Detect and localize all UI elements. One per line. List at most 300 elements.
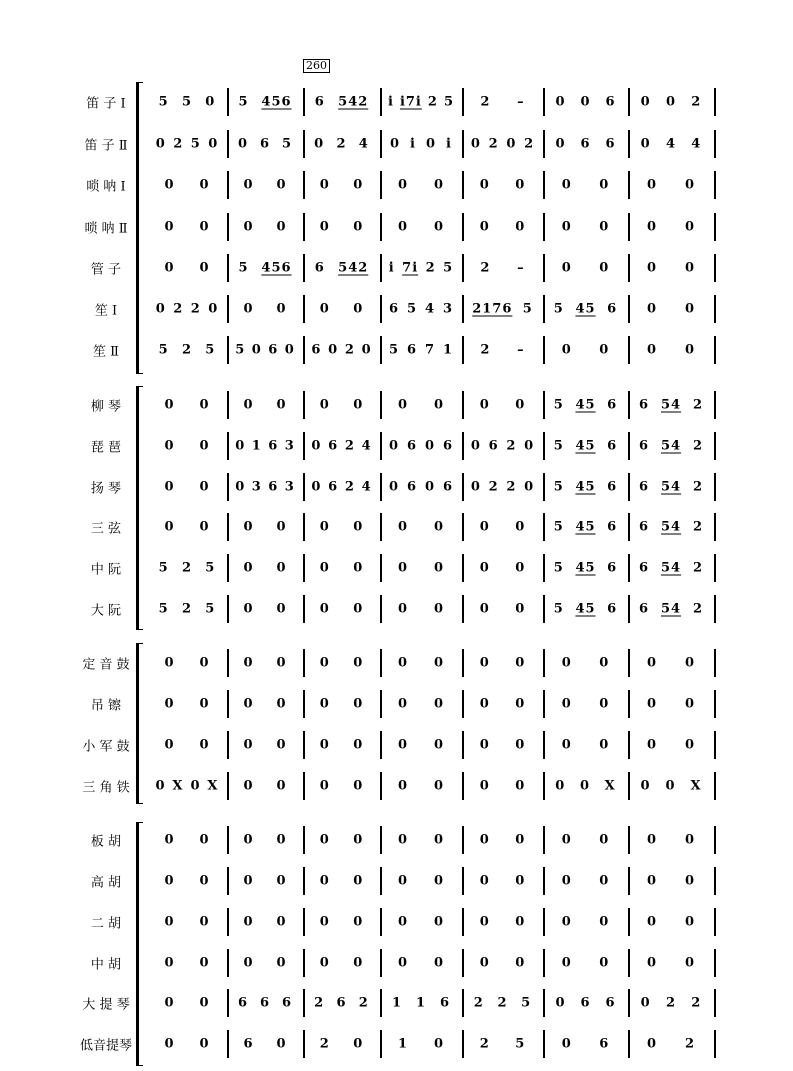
measure: [308, 1037, 375, 1052]
note-token: 0: [646, 260, 658, 276]
note-token: 0: [555, 778, 566, 794]
measure: [232, 874, 298, 889]
bar-line: [462, 595, 464, 623]
note-token: 0: [284, 342, 295, 358]
note-token: 0: [397, 873, 409, 889]
bar-line: [462, 908, 464, 936]
note-token: 2: [692, 519, 704, 535]
bar-line: [303, 130, 305, 158]
measure: [633, 95, 709, 110]
note-token: 0: [599, 177, 610, 193]
measure: [308, 95, 375, 110]
note-token: 0: [599, 873, 610, 889]
note-token: 2176: [472, 301, 513, 317]
measure: [633, 697, 709, 712]
measure: [385, 996, 457, 1011]
note-token: 0: [251, 342, 262, 358]
note-token: 0: [646, 914, 658, 930]
bar-line: [227, 473, 229, 501]
note-token: 0: [199, 995, 210, 1011]
note-token: 45: [575, 397, 596, 413]
note-token: 4: [424, 301, 436, 317]
measure: [633, 561, 709, 576]
note-token: 0: [319, 914, 330, 930]
note-token: 6: [311, 342, 322, 358]
note-token: 0: [276, 1036, 287, 1052]
note-token: 0: [561, 696, 572, 712]
measure: [232, 343, 298, 358]
bar-line: [628, 772, 630, 800]
note-token: 0: [276, 832, 287, 848]
bar-line: [628, 595, 630, 623]
bar-line: [714, 513, 716, 541]
note-token: 0: [243, 655, 254, 671]
note-token: 2: [344, 479, 355, 495]
bar-line: [714, 826, 716, 854]
bar-line: [227, 1030, 229, 1058]
note-token: 2: [692, 479, 704, 495]
bar-line: [462, 554, 464, 582]
note-token: 0: [515, 601, 526, 617]
bar-line: [462, 213, 464, 241]
measure: [385, 915, 457, 930]
measure: [152, 178, 222, 193]
note-token: 6: [328, 479, 339, 495]
note-token: 0: [599, 219, 610, 235]
measure: [467, 343, 538, 358]
bar-line: [462, 88, 464, 116]
measure: [232, 779, 298, 794]
note-token: 0: [479, 832, 490, 848]
note-token: 2: [488, 136, 499, 152]
measure: [548, 343, 623, 358]
note-token: 6: [607, 397, 618, 413]
measure: [385, 343, 457, 358]
measure: [633, 398, 709, 413]
bar-line: [303, 1030, 305, 1058]
bar-line: [303, 213, 305, 241]
note-token: 6: [314, 94, 325, 110]
note-token: 5: [443, 94, 454, 110]
note-token: 0: [319, 655, 330, 671]
note-token: 2: [314, 995, 325, 1011]
note-token: 45: [575, 601, 596, 617]
measure: [467, 137, 538, 152]
bar-line: [303, 949, 305, 977]
bar-line: [714, 130, 716, 158]
measure: [385, 439, 457, 454]
bar-line: [714, 554, 716, 582]
bar-line: [303, 295, 305, 323]
note-token: 2: [665, 995, 677, 1011]
measure: [633, 480, 709, 495]
note-token: 0: [319, 778, 330, 794]
measure: [633, 1037, 709, 1052]
note-token: 0: [276, 301, 287, 317]
note-token: 542: [338, 260, 369, 276]
note-token: 5: [181, 94, 193, 110]
note-token: 54: [660, 438, 682, 454]
bar-line: [543, 88, 545, 116]
bar-line: [227, 213, 229, 241]
measure: [385, 602, 457, 617]
note-token: 6: [607, 438, 618, 454]
note-token: 5: [443, 260, 454, 276]
bar-line: [303, 731, 305, 759]
note-token: 0: [237, 136, 249, 152]
note-token: 2: [691, 94, 702, 110]
note-token: 0: [665, 94, 677, 110]
bar-line: [628, 649, 630, 677]
measure: [308, 656, 375, 671]
bar-line: [380, 949, 382, 977]
bar-line: [714, 473, 716, 501]
note-token: 0: [353, 955, 364, 971]
measure: [232, 956, 298, 971]
note-token: 6: [580, 995, 591, 1011]
measure: [308, 520, 375, 535]
note-token: 0: [235, 438, 246, 454]
note-token: 6: [638, 479, 650, 495]
note-token: 2: [480, 342, 491, 358]
bar-line: [380, 731, 382, 759]
page-number: 260: [303, 59, 330, 73]
measure: [385, 261, 457, 276]
bar-line: [303, 690, 305, 718]
note-token: 0: [561, 914, 572, 930]
note-token: X: [690, 778, 702, 794]
note-token: 0: [199, 914, 210, 930]
measure: [467, 779, 538, 794]
measure: [467, 95, 538, 110]
note-token: 6: [336, 995, 347, 1011]
note-token: 0: [311, 438, 322, 454]
note-token: 0: [243, 778, 254, 794]
measure: [308, 915, 375, 930]
note-token: 0: [199, 873, 210, 889]
note-token: 0: [646, 301, 658, 317]
measure: [385, 561, 457, 576]
note-token: 0: [319, 519, 330, 535]
bar-line: [227, 949, 229, 977]
bar-line: [462, 826, 464, 854]
note-token: 0: [276, 177, 287, 193]
measure: [152, 915, 222, 930]
note-token: 0: [646, 955, 658, 971]
note-token: 0: [199, 397, 210, 413]
note-token: 2: [358, 995, 369, 1011]
note-token: 1: [397, 1036, 409, 1052]
note-token: 0: [164, 519, 175, 535]
bar-line: [714, 690, 716, 718]
measure: [548, 1037, 623, 1052]
note-token: 5: [238, 260, 249, 276]
bar-line: [380, 772, 382, 800]
note-token: 0: [646, 873, 658, 889]
measure: [467, 520, 538, 535]
bar-line: [628, 336, 630, 364]
measure: [152, 261, 222, 276]
measure: [308, 439, 375, 454]
note-token: 5: [190, 136, 201, 152]
note-token: 0: [319, 955, 330, 971]
note-token: 0: [276, 219, 287, 235]
note-token: 6: [488, 438, 499, 454]
note-token: 0: [243, 219, 254, 235]
note-token: 6: [328, 438, 339, 454]
measure: [548, 220, 623, 235]
instrument-label: 吊 镲: [90, 698, 122, 714]
bar-line: [227, 88, 229, 116]
note-token: 0: [199, 1036, 210, 1052]
note-token: 6: [599, 1036, 610, 1052]
note-token: 2: [497, 995, 508, 1011]
measure: [232, 915, 298, 930]
note-token: 6: [638, 519, 650, 535]
note-token: 0: [580, 94, 591, 110]
measure: [467, 261, 538, 276]
note-token: 0: [199, 219, 210, 235]
note-token: 0: [397, 737, 409, 753]
bar-line: [380, 690, 382, 718]
bar-line: [303, 649, 305, 677]
measure: [467, 697, 538, 712]
note-token: 0: [515, 560, 526, 576]
note-token: 0: [243, 601, 254, 617]
note-token: 0: [397, 397, 409, 413]
note-token: 0: [646, 737, 658, 753]
note-token: 0: [561, 342, 572, 358]
bar-line: [628, 989, 630, 1017]
bar-line: [380, 130, 382, 158]
note-token: 0: [199, 832, 210, 848]
note-token: 5: [553, 397, 564, 413]
measure: [308, 779, 375, 794]
note-token: 0: [319, 601, 330, 617]
note-token: 0: [314, 136, 325, 152]
bar-line: [380, 473, 382, 501]
note-token: 0: [276, 519, 287, 535]
note-token: 0: [353, 914, 364, 930]
measure: [232, 738, 298, 753]
note-token: 6: [607, 479, 618, 495]
note-token: 2: [479, 1036, 490, 1052]
note-token: 0: [515, 873, 526, 889]
note-token: 6: [243, 1036, 254, 1052]
bar-line: [227, 254, 229, 282]
measure: [152, 480, 222, 495]
bar-line: [227, 772, 229, 800]
bar-line: [380, 88, 382, 116]
bar-line: [714, 649, 716, 677]
note-token: 0: [353, 778, 364, 794]
bar-line: [380, 295, 382, 323]
bar-line: [462, 513, 464, 541]
note-token: 0: [397, 778, 409, 794]
note-token: 0: [276, 397, 287, 413]
note-token: 0: [353, 219, 364, 235]
measure: [633, 220, 709, 235]
bar-line: [380, 1030, 382, 1058]
note-token: 0: [199, 737, 210, 753]
note-token: 6: [406, 438, 418, 454]
note-token: 0: [640, 778, 651, 794]
measure: [232, 137, 298, 152]
note-token: 0: [470, 479, 481, 495]
bar-line: [628, 473, 630, 501]
bar-line: [303, 595, 305, 623]
note-token: 6: [607, 560, 618, 576]
note-token: 0: [640, 136, 651, 152]
note-token: 0: [640, 94, 651, 110]
bar-line: [628, 254, 630, 282]
measure: [308, 738, 375, 753]
measure: [548, 261, 623, 276]
measure: [548, 602, 623, 617]
measure: [152, 561, 222, 576]
bar-line: [543, 295, 545, 323]
instrument-label: 笙 Ⅱ: [93, 344, 119, 360]
note-token: 0: [479, 696, 490, 712]
note-token: 0: [433, 560, 445, 576]
measure: [548, 956, 623, 971]
bar-line: [714, 88, 716, 116]
note-token: 6: [388, 301, 400, 317]
note-token: 0: [199, 696, 210, 712]
bar-line: [227, 690, 229, 718]
note-token: 0: [164, 1036, 175, 1052]
note-token: 0: [319, 737, 330, 753]
measure: [152, 520, 222, 535]
note-token: 0: [164, 219, 175, 235]
measure: [467, 439, 538, 454]
bar-line: [303, 473, 305, 501]
note-token: 0: [599, 696, 610, 712]
bar-line: [543, 595, 545, 623]
note-token: 0: [353, 397, 364, 413]
bar-line: [462, 254, 464, 282]
bar-line: [227, 295, 229, 323]
bar-line: [380, 595, 382, 623]
measure: [232, 656, 298, 671]
measure: [633, 343, 709, 358]
instrument-label: 笛 子 Ⅰ: [86, 96, 126, 112]
instrument-label: 大 提 琴: [82, 997, 130, 1013]
bar-line: [543, 690, 545, 718]
note-token: 6: [439, 995, 451, 1011]
note-token: 6: [605, 136, 616, 152]
measure: [548, 561, 623, 576]
measure: [467, 480, 538, 495]
bar-line: [714, 295, 716, 323]
note-token: 0: [243, 560, 254, 576]
note-token: 0: [433, 219, 445, 235]
measure: [548, 480, 623, 495]
note-token: 5: [281, 136, 293, 152]
bar-line: [714, 1030, 716, 1058]
note-token: i: [388, 260, 395, 276]
note-token: 0: [208, 301, 219, 317]
measure: [467, 561, 538, 576]
measure: [385, 480, 457, 495]
measure: [385, 1037, 457, 1052]
measure: [308, 956, 375, 971]
measure: [232, 1037, 298, 1052]
note-token: 0: [319, 397, 330, 413]
note-token: 6: [237, 995, 249, 1011]
bar-line: [543, 989, 545, 1017]
note-token: 54: [660, 601, 682, 617]
bar-line: [303, 772, 305, 800]
group-bracket: [136, 386, 143, 630]
note-token: 0: [243, 397, 254, 413]
note-token: 6: [406, 342, 418, 358]
note-token: 0: [328, 342, 339, 358]
note-token: 2: [181, 342, 193, 358]
note-token: 0: [684, 260, 696, 276]
note-token: 0: [515, 914, 526, 930]
bar-line: [380, 391, 382, 419]
note-token: 2: [524, 136, 535, 152]
bar-line: [714, 171, 716, 199]
note-token: 0: [479, 519, 490, 535]
note-token: 0: [243, 832, 254, 848]
note-token: 0: [433, 397, 445, 413]
note-token: 2: [488, 479, 499, 495]
measure: [548, 779, 623, 794]
measure: [308, 874, 375, 889]
bar-line: [628, 1030, 630, 1058]
bar-line: [543, 171, 545, 199]
measure: [308, 602, 375, 617]
note-token: 0: [561, 955, 572, 971]
note-token: 6: [607, 601, 618, 617]
measure: [152, 956, 222, 971]
measure: [633, 956, 709, 971]
bar-line: [462, 772, 464, 800]
measure: [633, 602, 709, 617]
note-token: 0: [353, 873, 364, 889]
note-token: 0: [599, 914, 610, 930]
measure: [548, 738, 623, 753]
measure: [232, 261, 298, 276]
bar-line: [628, 731, 630, 759]
note-token: 0: [319, 177, 330, 193]
measure: [152, 302, 222, 317]
measure: [152, 220, 222, 235]
bar-line: [462, 432, 464, 460]
note-token: 0: [515, 955, 526, 971]
measure: [308, 561, 375, 576]
measure: [633, 520, 709, 535]
note-token: 45: [575, 438, 596, 454]
instrument-label: 三 角 铁: [82, 780, 130, 796]
note-token: 0: [276, 696, 287, 712]
note-token: 5: [515, 1036, 526, 1052]
measure: [548, 996, 623, 1011]
note-token: 3: [442, 301, 454, 317]
bar-line: [543, 649, 545, 677]
note-token: 0: [433, 873, 445, 889]
note-token: 0: [515, 737, 526, 753]
note-token: 54: [660, 560, 682, 576]
bar-line: [380, 867, 382, 895]
bar-line: [462, 1030, 464, 1058]
note-token: 2: [692, 438, 704, 454]
bar-line: [462, 989, 464, 1017]
note-token: 45: [575, 479, 596, 495]
note-token: 5: [205, 560, 216, 576]
